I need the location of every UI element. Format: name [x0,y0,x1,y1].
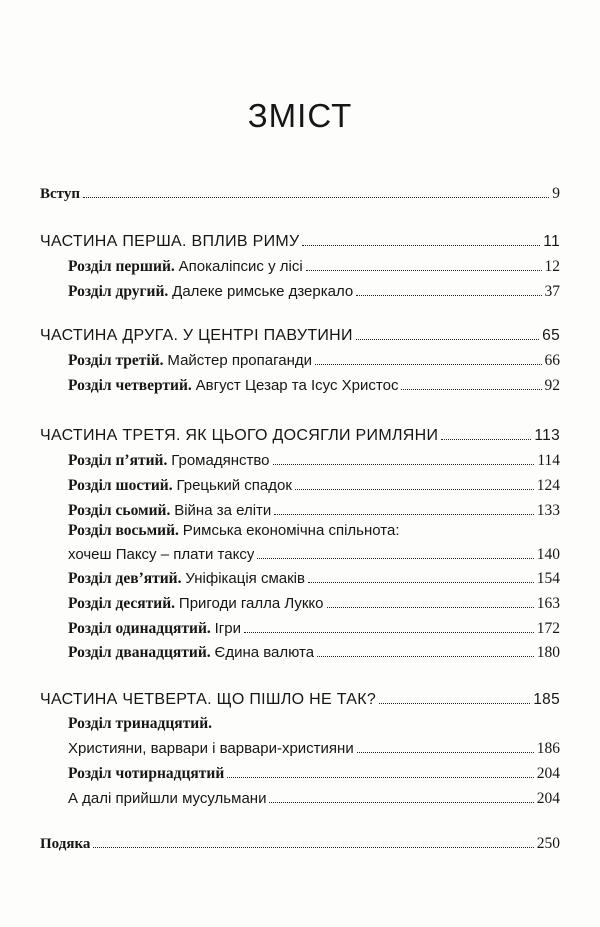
chapter-name: Розділ третій. [68,352,164,369]
page-number: 12 [544,258,560,275]
chapter-title: Громадянство [171,452,270,469]
dot-leader [327,606,534,608]
dot-leader [244,631,534,633]
page-number: 204 [536,790,560,807]
dot-leader [295,488,534,490]
chapter-title: Майстер пропаганди [167,352,313,369]
dot-leader [274,513,533,515]
dot-leader [227,776,533,778]
chapter-title: Далеке римське дзеркало [172,283,354,300]
page-number: 133 [536,502,560,519]
entry-label: Вступ [40,186,80,202]
dot-leader [269,801,533,803]
dot-leader [441,438,531,440]
chapter-name: Розділ дев’ятий. [68,570,182,587]
chapter-name: Розділ одинадцятий. [68,620,211,637]
chapter-title: А далі прийшли мусульмани [68,790,267,807]
dot-leader [93,846,533,848]
page-number: 114 [537,452,560,469]
dot-leader [356,294,541,296]
part-title: ЧАСТИНА ДРУГА. У ЦЕНТРІ ПАВУТИНИ [40,327,353,344]
page-number: 172 [536,620,560,637]
page-number: 9 [552,185,560,202]
part-title: ЧАСТИНА ПЕРША. ВПЛИВ РИМУ [40,233,300,250]
page-number: 185 [533,691,560,708]
toc-chapter[interactable] [68,617,560,641]
chapter-name: Розділ тринадцятий. [68,715,213,732]
dot-leader [306,269,542,271]
chapter-title: Уніфікація смаків [185,570,305,587]
part-title: ЧАСТИНА ЧЕТВЕРТА. ЩО ПІШЛО НЕ ТАК? [40,691,377,708]
toc-chapter[interactable] [68,641,560,665]
chapter-name: Розділ другий. [68,283,169,300]
chapter-name: Розділ чотирнадцятий [68,765,225,782]
chapter-title-continued: хочеш Паксу – плати таксу [68,546,255,563]
toc-chapter[interactable] [68,255,560,279]
toc-part-1[interactable] [40,230,560,254]
chapter-title: Єдина валюта [214,644,315,661]
toc-part-3[interactable] [40,424,560,448]
chapter-name: Розділ восьмий. [68,522,179,539]
page-number: 11 [543,233,560,250]
dot-leader [356,338,539,340]
chapter-name: Розділ перший. [68,258,175,275]
toc-chapter-continued[interactable] [68,787,560,811]
toc-entry-intro[interactable] [40,182,560,206]
dot-leader [379,702,530,704]
dot-leader [401,388,541,390]
chapter-title: Війна за еліти [174,502,272,519]
toc-chapter-continued[interactable] [68,543,560,567]
toc-entry-acknowledgements[interactable] [40,832,560,856]
chapter-title: Християни, варвари і варвари-християни [68,740,354,757]
chapter-name: Розділ сьомий. [68,502,171,519]
chapter-title: Август Цезар та Ісус Христос [195,377,399,394]
page-number: 37 [544,283,560,300]
dot-leader [257,557,533,559]
page-number: 186 [536,740,560,757]
chapter-name: Розділ дванадцятий. [68,644,211,661]
page-number: 154 [536,570,560,587]
toc-chapter[interactable] [68,349,560,373]
dot-leader [357,751,534,753]
dot-leader [302,244,540,246]
toc-chapter-heading[interactable] [68,519,400,543]
page-number: 180 [536,644,560,661]
part-title: ЧАСТИНА ТРЕТЯ. ЯК ЦЬОГО ДОСЯГЛИ РИМЛЯНИ [40,427,439,444]
page-number: 113 [534,427,560,444]
chapter-title: Римська економічна спільнота: [182,522,400,539]
dot-leader [273,463,535,465]
toc-chapter-continued[interactable] [68,737,560,761]
chapter-title: Пригоди галла Лукко [178,595,324,612]
page-number: 65 [542,327,560,344]
dot-leader [317,655,534,657]
chapter-title: Апокаліпсис у лісі [178,258,303,275]
chapter-name: Розділ п’ятий. [68,452,168,469]
page-number: 204 [536,765,560,782]
page-number: 163 [536,595,560,612]
dot-leader [315,363,541,365]
page-number: 124 [536,477,560,494]
dot-leader [83,196,549,198]
chapter-name: Розділ четвертий. [68,377,192,394]
page-number: 140 [536,546,560,563]
dot-leader [308,581,534,583]
toc-part-4[interactable] [40,688,560,712]
toc-chapter[interactable] [68,474,560,498]
page-number: 92 [544,377,560,394]
toc-chapter[interactable] [68,449,560,473]
chapter-name: Розділ шостий. [68,477,173,494]
chapter-name: Розділ десятий. [68,595,176,612]
entry-label: Подяка [40,836,91,852]
page-number: 250 [536,835,560,852]
toc-chapter-heading[interactable] [68,712,212,736]
toc-chapter[interactable] [68,374,560,398]
chapter-title: Грецький спадок [176,477,292,494]
toc-chapter[interactable] [68,567,560,591]
page-title: ЗМІСТ [247,97,353,134]
toc-chapter[interactable] [68,592,560,616]
toc-chapter[interactable] [68,280,560,304]
toc-chapter[interactable] [68,762,560,786]
chapter-title: Ігри [214,620,242,637]
page-number: 66 [544,352,560,369]
toc-part-2[interactable] [40,324,560,348]
